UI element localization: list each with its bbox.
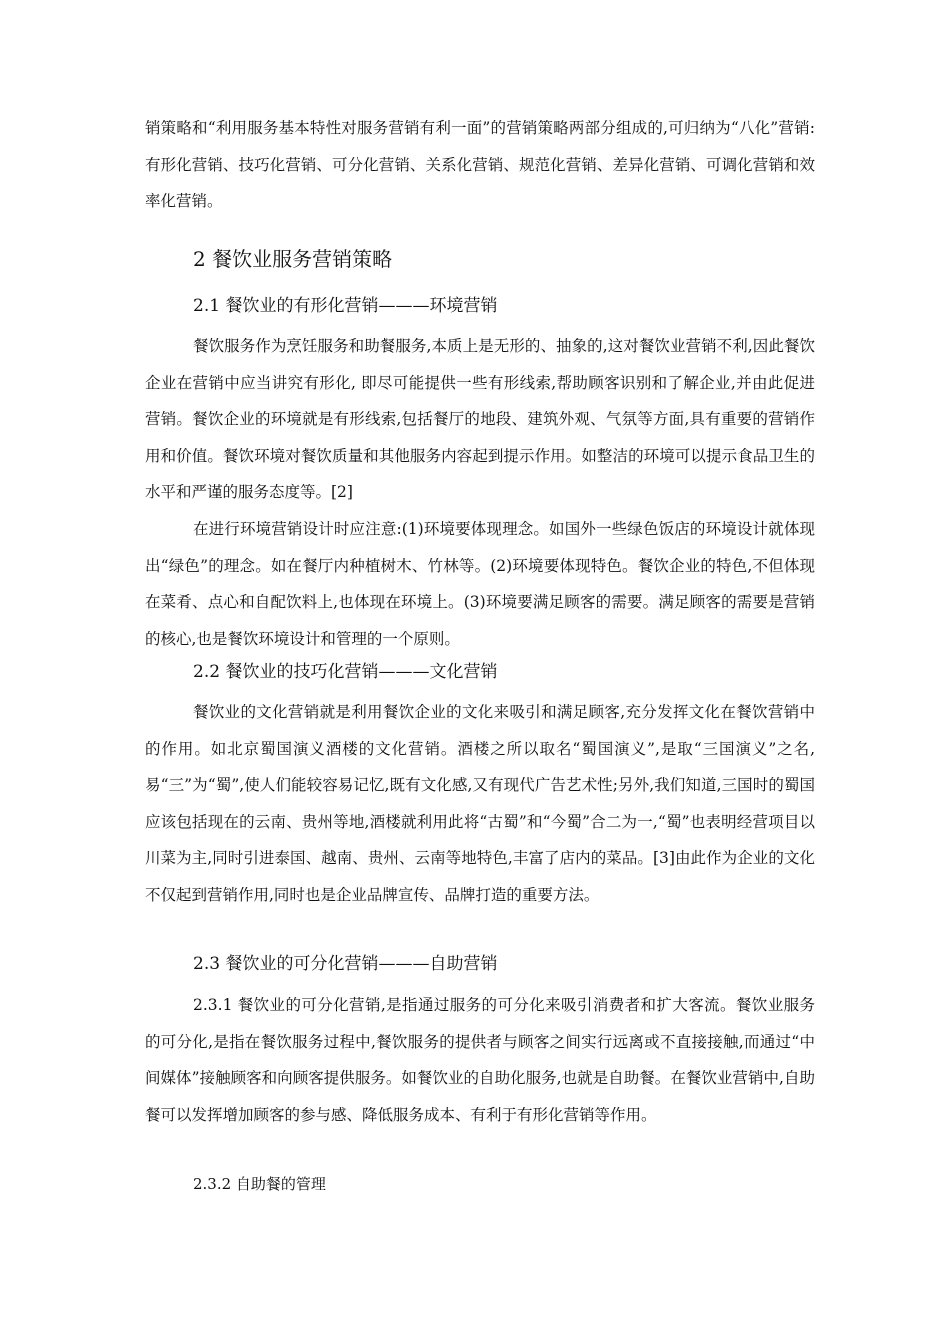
- paragraph-2-2: 餐饮业的文化营销就是利用餐饮企业的文化来吸引和满足顾客,充分发挥文化在餐饮营销中的作用。如北京蜀国演义酒楼的文化营销。酒楼之所以取名“蜀国演义”,是取“三国演义”之名,易“三”为“蜀”,使人们能较容易记忆,既有文化感,又有现代广告艺术性;另外,我们知道,三国时的蜀国应该包括现在的云南、贵州等地,酒楼就利用此将“古蜀”和“今蜀”合二为一,“蜀”也表明经营项目以川菜为主,同时引进泰国、越南、贵州、云南等地特色,丰富了店内的菜品。[3]由此作为企业的文化不仅起到营销作用,同时也是企业品牌宣传、品牌打造的重要方法。: [145, 703, 815, 904]
- paragraph-2-1-b: 在进行环境营销设计时应注意:(1)环境要体现理念。如国外一些绿色饭店的环境设计就体现出“绿色”的理念。如在餐厅内种植树木、竹林等。(2)环境要体现特色。餐饮企业的特色,不但体现在菜肴、点心和自配饮料上,也体现在环境上。(3)环境要满足顾客的需要。满足顾客的需要是营销的核心,也是餐饮环境设计和管理的一个原则。: [145, 520, 815, 648]
- section-heading-2-3: 2.3 餐饮业的可分化营销———自助营销: [193, 954, 498, 974]
- paragraph-2-3-1: 2.3.1 餐饮业的可分化营销,是指通过服务的可分化来吸引消费者和扩大客流。餐饮业服务的可分化,是指在餐饮服务过程中,餐饮服务的提供者与顾客之间实行远离或不直接接触,而通过“中间媒体”接触顾客和向顾客提供服务。如餐饮业的自助化服务,也就是自助餐。在餐饮业营销中,自助餐可以发挥增加顾客的参与感、降低服务成本、有利于有形化营销等作用。: [145, 996, 816, 1124]
- section-heading-2-2: 2.2 餐饮业的技巧化营销———文化营销: [193, 662, 498, 682]
- intro-paragraph: 销策略和“利用服务基本特性对服务营销有利一面”的营销策略两部分组成的,可归纳为“八化”营销:有形化营销、技巧化营销、可分化营销、关系化营销、规范化营销、差异化营销、可调化营销和效率化营销。: [145, 119, 815, 210]
- paragraph-2-1-a: 餐饮服务作为烹饪服务和助餐服务,本质上是无形的、抽象的,这对餐饮业营销不利,因此餐饮企业在营销中应当讲究有形化, 即尽可能提供一些有形线索,帮助顾客识别和了解企业,并由此促进营销。餐饮企业的环境就是有形线索,包括餐厅的地段、建筑外观、气氛等方面,具有重要的营销作用和价值。餐饮环境对餐饮质量和其他服务内容起到提示作用。如整洁的环境可以提示食品卫生的水平和严谨的服务态度等。[2]: [145, 337, 815, 501]
- section-heading-2: 2 餐饮业服务营销策略: [193, 247, 393, 271]
- section-heading-2-1: 2.1 餐饮业的有形化营销———环境营销: [193, 296, 498, 316]
- section-heading-2-3-2: 2.3.2 自助餐的管理: [193, 1175, 326, 1193]
